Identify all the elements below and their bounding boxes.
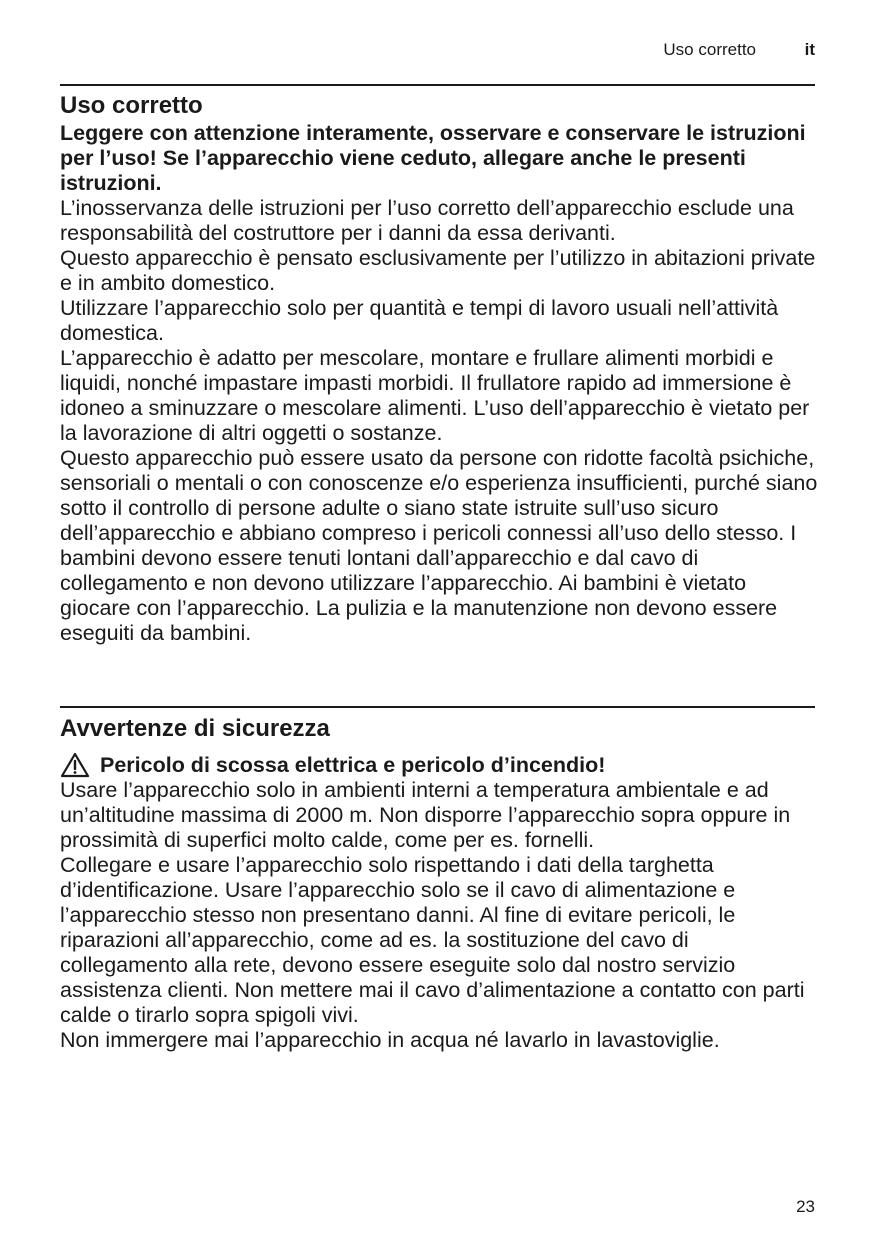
section-title-safety: Avvertenze di sicurezza <box>60 715 330 742</box>
header-language-code: it <box>804 40 815 59</box>
warning-heading <box>60 752 820 778</box>
warning-triangle-icon <box>60 752 90 778</box>
warning-heading-text: Pericolo di scossa elettrica e pericolo d’incendio! <box>100 753 606 777</box>
section-safety-warnings <box>60 714 820 1053</box>
header-divider <box>60 84 815 86</box>
paragraph: Questo apparecchio è pensato esclusivamente per l’utilizzo in abitazioni private e in ambito domestico. <box>60 246 816 295</box>
paragraph: Non immergere mai l’apparecchio in acqua né lavarlo in lavastoviglie. <box>60 1028 720 1052</box>
paragraph: L’apparecchio è adatto per mescolare, montare e frullare alimenti morbidi e liquidi, nonché impastare impasti morbidi. Il frullatore rapido ad immersione è idoneo a sminuzzare o mescolare alimenti. L’uso dell’apparecchio è vietato per la lavorazione di altri oggetti o sostanze. <box>60 346 810 445</box>
paragraph: Questo apparecchio può essere usato da persone con ridotte facoltà psichiche, sensoriali o mentali o con conoscenze e/o esperienza insufficienti, purché siano sotto il controllo di persone adulte o siano state istruite sull’uso sicuro dell’apparecchio e abbiano compreso i pericoli connessi all’uso dello stesso. I bambini devono essere tenuti lontani dall’apparecchio e dal cavo di collegamento e non devono utilizzare l’apparecchio. Ai bambini è vietato giocare con l’apparecchio. La pulizia e la manutenzione non devono essere eseguiti da bambini. <box>60 446 818 645</box>
section-title-intended-use: Uso corretto <box>60 92 203 119</box>
page-header <box>60 40 815 62</box>
paragraph: Collegare e usare l’apparecchio solo rispettando i dati della targhetta d’identificazione. Usare l’apparecchio solo se il cavo di alimentazione e l’apparecchio stesso non presentano danni. Al fine di evitare pericoli, le riparazioni all’apparecchio, come ad es. la sostituzione del cavo di collegamento alla rete, devono essere eseguite solo dal nostro servizio assistenza clienti. Non mettere mai il cavo d’alimentazione a contatto con parti calde o tirarlo sopra spigoli vivi. <box>60 853 805 1027</box>
paragraph: L’inosservanza delle istruzioni per l’uso corretto dell’apparecchio esclude una responsabilità del costruttore per i danni da essa derivanti. <box>60 196 794 245</box>
section-divider <box>60 706 815 708</box>
section-intended-use <box>60 91 820 646</box>
page-number: 23 <box>796 1197 815 1216</box>
header-section-title: Uso corretto <box>663 40 756 59</box>
intro-paragraph: Leggere con attenzione interamente, osservare e conservare le istruzioni per l’uso! Se l’apparecchio viene ceduto, allegare anche le presenti istruzioni. <box>60 121 806 195</box>
paragraph: Usare l’apparecchio solo in ambienti interni a temperatura ambientale e ad un’altitudine massima di 2000 m. Non disporre l’apparecchio sopra oppure in prossimità di superfici molto calde, come per es. fornelli. <box>60 778 791 852</box>
paragraph: Utilizzare l’apparecchio solo per quantità e tempi di lavoro usuali nell’attività domestica. <box>60 296 779 345</box>
